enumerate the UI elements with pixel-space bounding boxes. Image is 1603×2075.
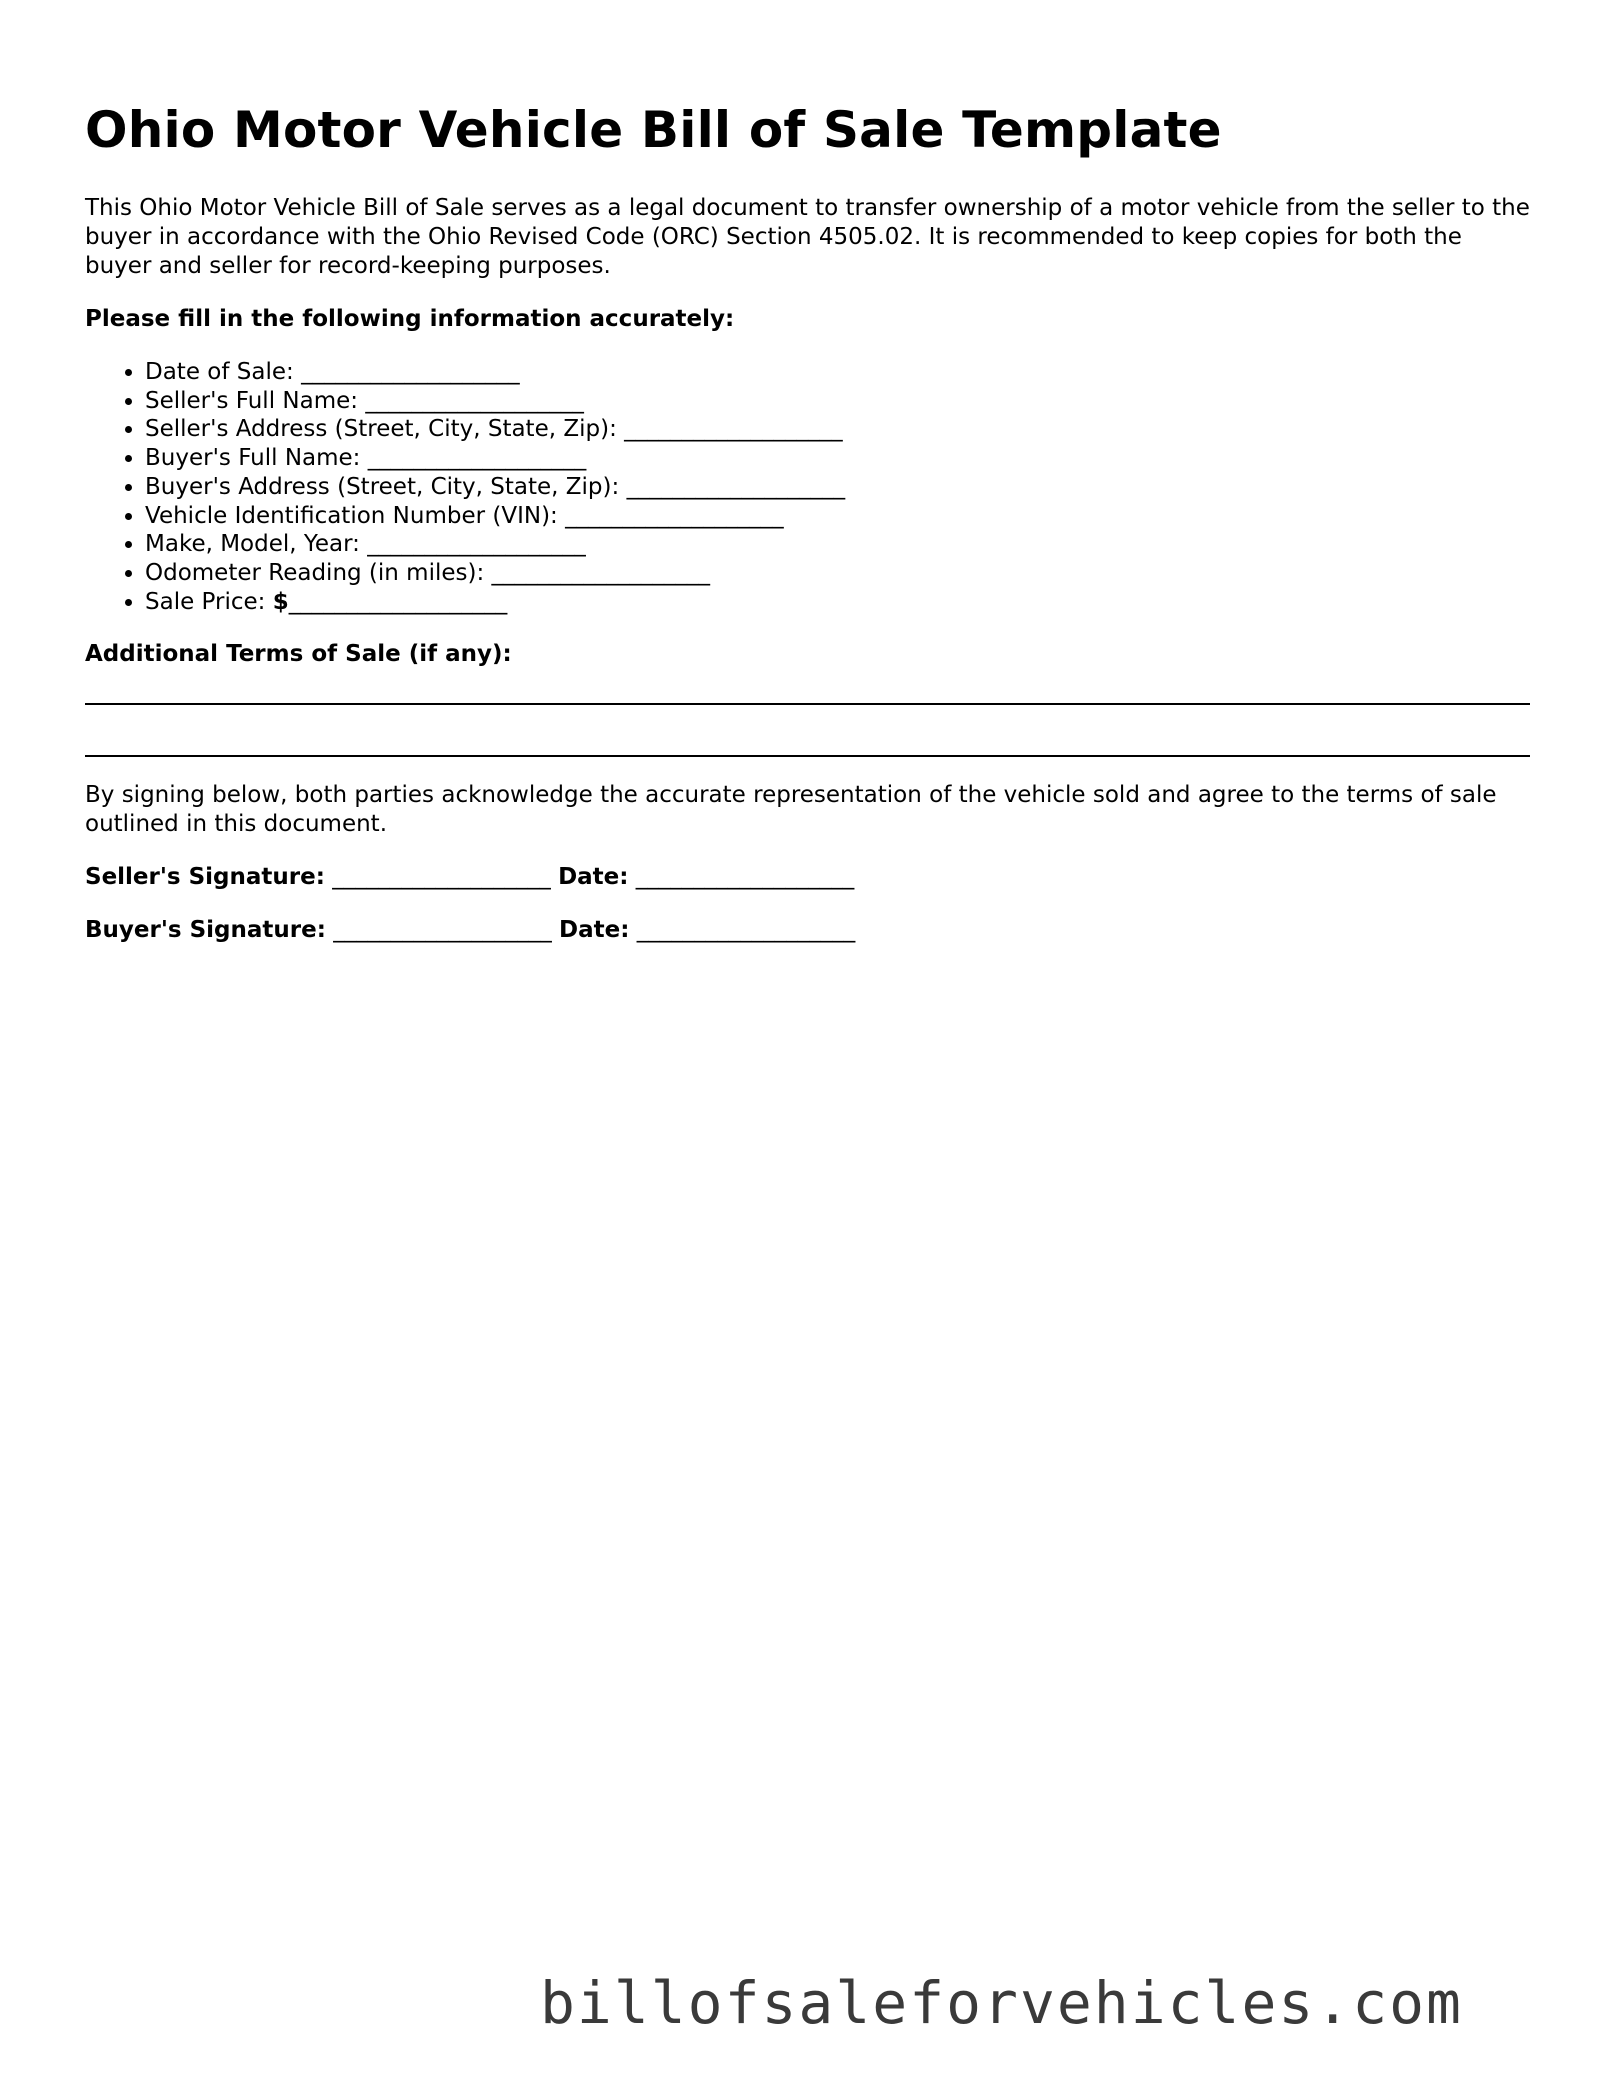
field-odometer	[145, 559, 1530, 588]
field-label: Seller's Full Name:	[145, 387, 358, 414]
vin-blank[interactable]: ___________________	[565, 502, 784, 529]
buyer-date-blank[interactable]: ___________________	[636, 917, 856, 944]
make-model-year-blank[interactable]: ___________________	[367, 531, 586, 558]
field-label: Seller's Address (Street, City, State, Zip):	[145, 416, 617, 443]
odometer-blank[interactable]: ___________________	[491, 559, 711, 586]
acknowledgement-paragraph: By signing below, both parties acknowledge the accurate representation of the vehicle sold and agree to the terms of sale outlined in this document.	[85, 782, 1497, 838]
field-label: Make, Model, Year:	[145, 531, 360, 558]
field-date-of-sale	[145, 358, 1530, 387]
buyer-signature-blank[interactable]: ___________________	[333, 917, 552, 944]
seller-signature-label: Seller's Signature:	[85, 864, 325, 891]
seller-date-blank[interactable]: ___________________	[635, 864, 855, 891]
seller-name-blank[interactable]: ___________________	[365, 387, 584, 414]
buyer-address-blank[interactable]: ___________________	[626, 473, 846, 500]
field-vin	[145, 502, 1530, 531]
field-label: Buyer's Address (Street, City, State, Zip):	[145, 473, 620, 500]
field-list	[85, 358, 1530, 616]
buyer-signature-row	[85, 916, 1530, 945]
field-label: Date of Sale:	[145, 359, 294, 385]
field-sale-price	[145, 588, 1530, 617]
intro-paragraph: This Ohio Motor Vehicle Bill of Sale serves as a legal document to transfer ownership of a motor vehicle from the seller to the buyer in accordance with the Ohio Revised Code (ORC) Section 4505.02. It is recommended to keep copies for both the buyer and seller for record-keeping purposes.	[85, 195, 1530, 279]
seller-signature-row	[85, 863, 1530, 892]
dollar-sign: $	[272, 588, 289, 615]
site-watermark: billofsaleforvehicles.com	[540, 1969, 1463, 2037]
field-seller-name	[145, 387, 1530, 416]
field-label: Buyer's Full Name:	[145, 445, 361, 472]
sale-price-blank[interactable]: ___________________	[288, 588, 508, 615]
document-page	[85, 100, 1530, 969]
date-of-sale-blank[interactable]: ___________________	[301, 359, 520, 385]
field-buyer-name	[145, 444, 1530, 473]
seller-signature-blank[interactable]: ___________________	[332, 864, 551, 891]
field-make-model-year	[145, 530, 1530, 559]
document-title: Ohio Motor Vehicle Bill of Sale Template	[85, 101, 1222, 159]
additional-terms-heading: Additional Terms of Sale (if any):	[85, 641, 512, 668]
seller-address-blank[interactable]: ___________________	[624, 416, 843, 443]
field-label: Vehicle Identification Number (VIN):	[145, 502, 558, 529]
seller-date-label: Date:	[558, 864, 629, 891]
field-label: Odometer Reading (in miles):	[145, 559, 485, 586]
additional-terms-line-1[interactable]	[85, 703, 1530, 705]
buyer-date-label: Date:	[559, 917, 630, 944]
buyer-name-blank[interactable]: ___________________	[367, 445, 587, 472]
field-label: Sale Price:	[145, 588, 266, 615]
field-buyer-address	[145, 473, 1530, 502]
buyer-signature-label: Buyer's Signature:	[85, 917, 326, 944]
fill-instructions-heading: Please fill in the following information accurately:	[85, 306, 735, 332]
field-seller-address	[145, 415, 1530, 444]
additional-terms-line-2[interactable]	[85, 755, 1530, 757]
